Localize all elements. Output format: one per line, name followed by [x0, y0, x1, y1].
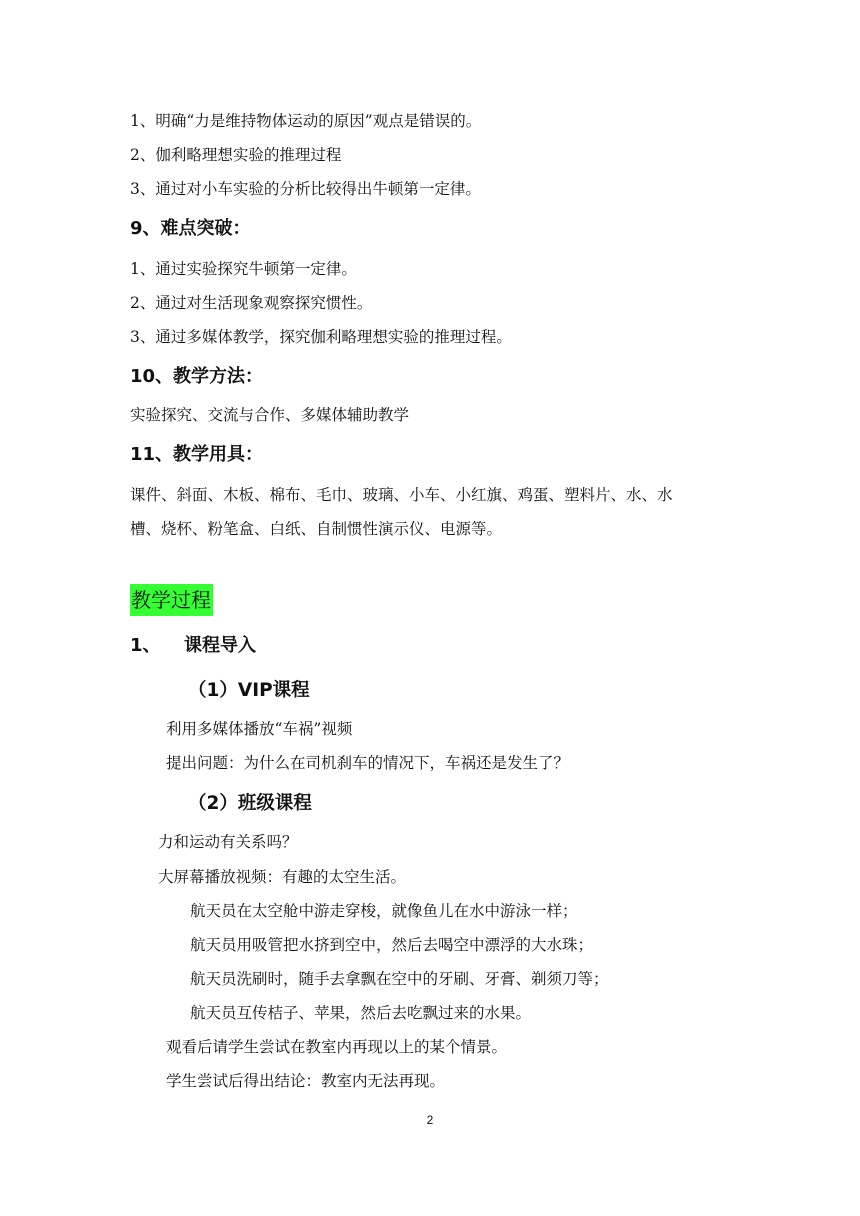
difficulty-item-3: 3、通过多媒体教学，探究伽利略理想实验的推理过程。 — [130, 328, 512, 346]
difficulties-heading: 9、难点突破： — [130, 218, 251, 239]
tools-text-line-2: 槽、烧杯、粉笔盒、白纸、自制惯性演示仪、电源等。 — [130, 520, 503, 538]
tools-text-line-1: 课件、斜面、木板、棉布、毛巾、玻璃、小车、小红旗、鸡蛋、塑料片、水、水 — [130, 486, 673, 504]
class-course-heading: （2）班级课程 — [188, 793, 312, 814]
methods-text: 实验探究、交流与合作、多媒体辅助教学 — [130, 406, 410, 424]
vip-line-1: 利用多媒体播放“车祸”视频 — [166, 720, 353, 738]
space-example-3: 航天员洗刷时，随手去拿飘在空中的牙刷、牙膏、剃须刀等； — [190, 970, 609, 988]
page-number: 2 — [426, 1113, 434, 1127]
course-intro-label: 课程导入 — [184, 635, 256, 656]
space-example-2: 航天员用吸管把水挤到空中，然后去喝空中漂浮的大水珠； — [190, 936, 594, 954]
space-example-4: 航天员互传桔子、苹果，然后去吃飘过来的水果。 — [190, 1004, 532, 1022]
class-line-1: 力和运动有关系吗？ — [158, 833, 298, 851]
course-number: 1、 — [130, 635, 161, 656]
difficulty-item-1: 1、通过实验探究牛顿第一定律。 — [130, 260, 357, 278]
methods-heading: 10、教学方法： — [130, 366, 264, 387]
vip-course-heading: （1）VIP课程 — [188, 680, 310, 701]
after-line-1: 观看后请学生尝试在教室内再现以上的某个情景。 — [166, 1038, 508, 1056]
after-line-2: 学生尝试后得出结论：教室内无法再现。 — [166, 1072, 446, 1090]
vip-line-2: 提出问题：为什么在司机刹车的情况下，车祸还是发生了？ — [166, 754, 570, 772]
key-point-3: 3、通过对小车实验的分析比较得出牛顿第一定律。 — [130, 180, 481, 198]
process-title-highlight: 教学过程 — [130, 584, 213, 616]
space-example-1: 航天员在太空舱中游走穿梭，就像鱼儿在水中游泳一样； — [190, 902, 578, 920]
key-point-2: 2、伽利略理想实验的推理过程 — [130, 146, 342, 164]
tools-heading: 11、教学用具： — [130, 444, 264, 465]
key-point-1: 1、明确“力是维持物体运动的原因”观点是错误的。 — [130, 112, 482, 130]
class-line-2: 大屏幕播放视频：有趣的太空生活。 — [158, 868, 407, 886]
difficulty-item-2: 2、通过对生活现象观察探究惯性。 — [130, 294, 373, 312]
